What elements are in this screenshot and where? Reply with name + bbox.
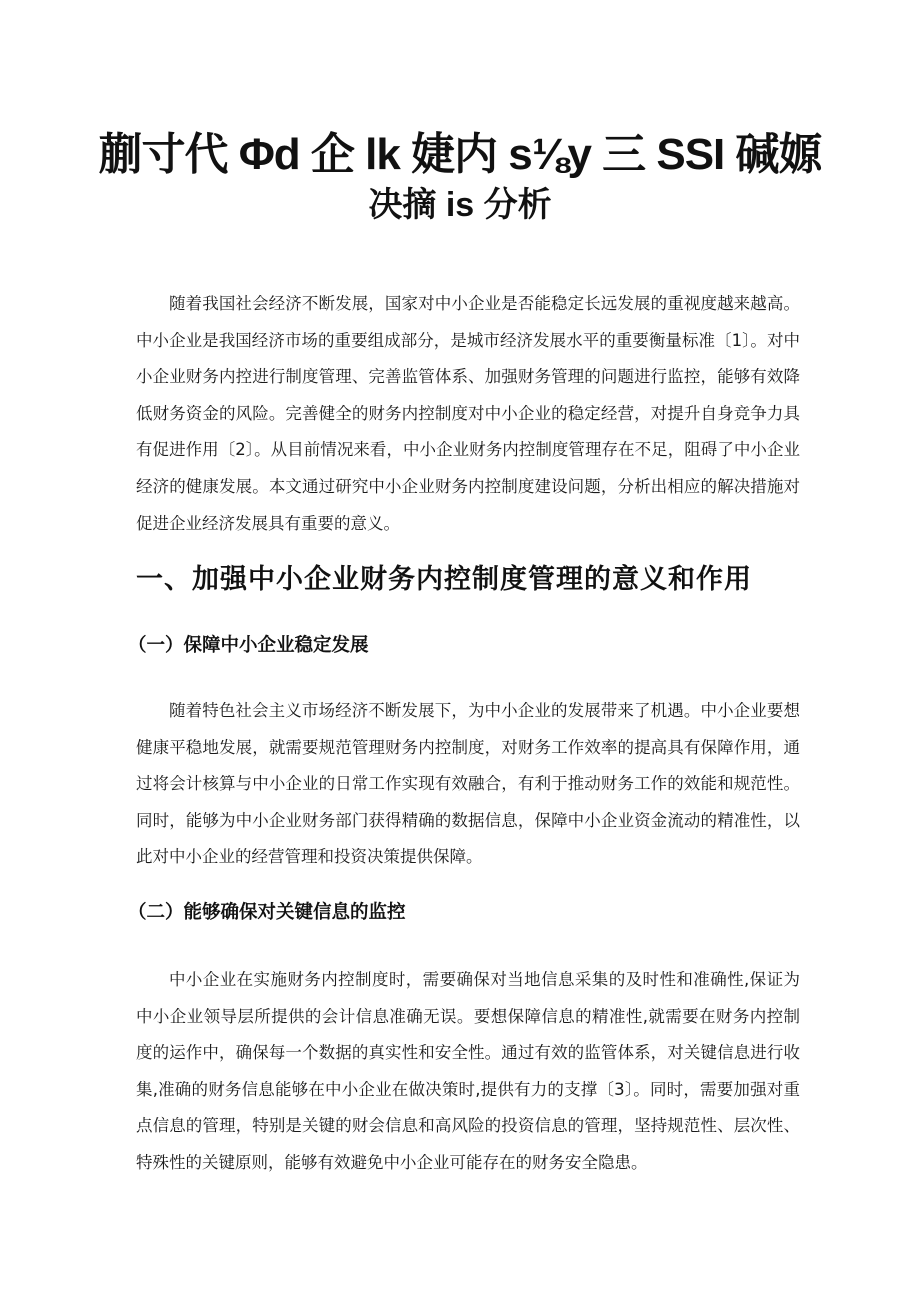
subsection-paragraph-2: 中小企业在实施财务内控制度时，需要确保对当地信息采集的及时性和准确性,保证为中小企业领导层所提供的会计信息准确无误。要想保障信息的精准性,就需要在财务内控制度的运作中，确保每一个数据的真实性和安全性。通过有效的监管体系，对关键信息进行收集,准确的财务信息能够在中小企业在做决策时,提供有力的支撑〔3〕。同时，需要加强对重点信息的管理，特别是关键的财会信息和高风险的投资信息的管理，坚持规范性、层次性、特殊性的关键原则，能够有效避免中小企业可能存在的财务安全隐患。 — [136, 970, 800, 1172]
subsection-paragraph-1: 随着特色社会主义市场经济不断发展下，为中小企业的发展带来了机遇。中小企业要想健康平稳地发展，就需要规范管理财务内控制度，对财务工作效率的提高具有保障作用，通过将会计核算与中小企业的日常工作实现有效融合，有利于推动财务工作的效能和规范性。同时，能够为中小企业财务部门获得精确的数据信息，保障中小企业资金流动的精准性，以此对中小企业的经营管理和投资决策提供保障。 — [136, 701, 800, 867]
subsection-heading-2: （二）能够确保对关键信息的监控 — [128, 902, 406, 923]
subsection-heading-1: （一）保障中小企业稳定发展 — [128, 635, 369, 656]
intro-paragraph: 随着我国社会经济不断发展，国家对中小企业是否能稳定长远发展的重视度越来越高。中小企业是我国经济市场的重要组成部分，是城市经济发展水平的重要衡量标准〔1〕。对中小企业财务内控进行制度管理、完善监管体系、加强财务管理的问题进行监控，能够有效降低财务资金的风险。完善健全的财务内控制度对中小企业的稳定经营，对提升自身竞争力具有促进作用〔2〕。从目前情况来看，中小企业财务内控制度管理存在不足，阻碍了中小企业经济的健康发展。本文通过研究中小企业财务内控制度建设问题，分析出相应的解决措施对促进企业经济发展具有重要的意义。 — [136, 294, 800, 533]
section-heading-1: 一、加强中小企业财务内控制度管理的意义和作用 — [136, 564, 752, 595]
document-title-line-1: 蒯寸代 Φd 企 lk 婕内 s⅛y 三 SSI 碱嫄 — [98, 130, 822, 179]
document-title-line-2: 决摘 is 分析 — [368, 186, 552, 224]
